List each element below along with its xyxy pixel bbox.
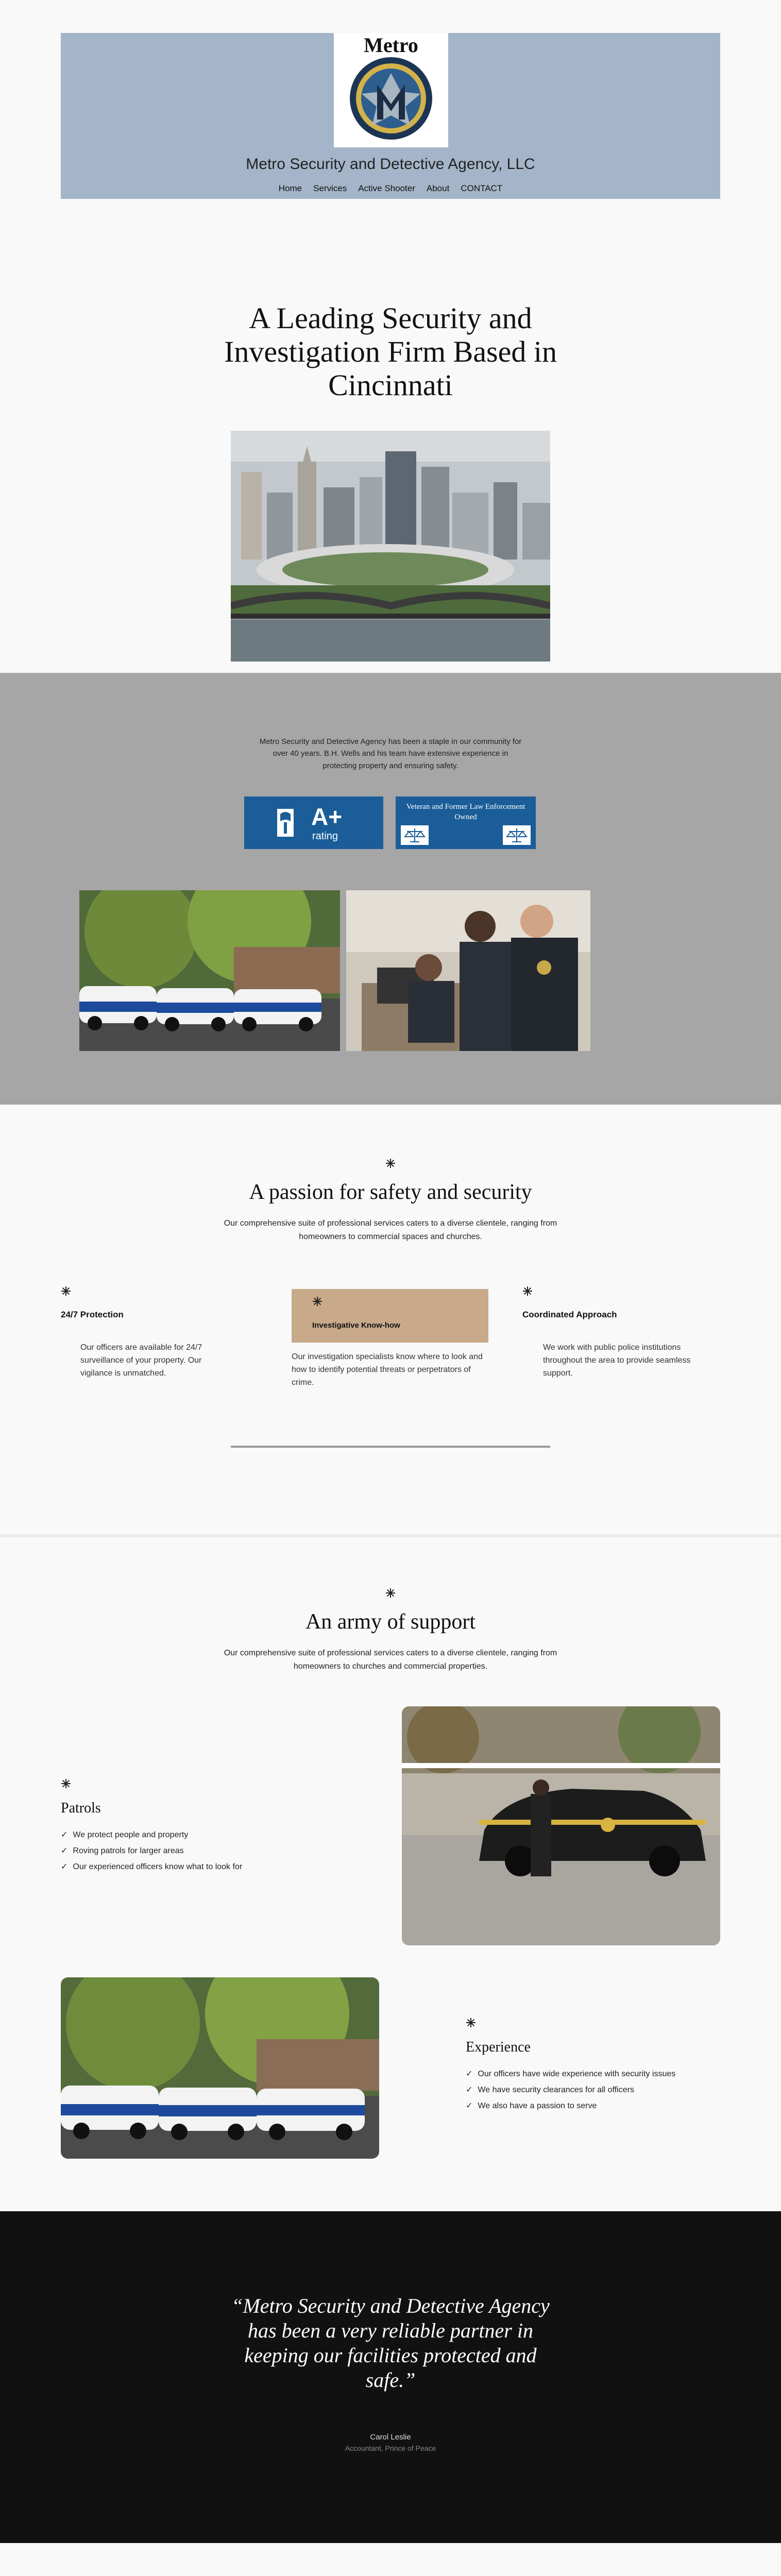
testimonial-quote: “Metro Security and Detective Agency has been a very reliable partner in keeping our facilities protected and safe.” <box>231 2294 550 2392</box>
experience-title: Experience <box>466 2039 531 2055</box>
nav-contact[interactable]: CONTACT <box>461 183 503 193</box>
veteran-badge-text: Veteran and Former Law Enforcement Owned <box>406 803 525 822</box>
patrol-cars-photo <box>79 890 340 1051</box>
testimonial-author: Carol Leslie <box>370 2433 411 2442</box>
asterisk-icon <box>61 1778 71 1789</box>
hero-title: A Leading Security and Investigation Firm Based in Cincinnati <box>224 301 557 402</box>
list-item: ✓ We also have a passion to serve <box>466 2098 723 2114</box>
passion-description: Our comprehensive suite of professional services caters to a diverse clientele, ranging from homeowners to commercial spaces and churches. <box>224 1219 557 1241</box>
patrols-list <box>61 1827 349 1875</box>
feature-text-coordinated: We work with public police institutions throughout the area to provide seamless support. <box>543 1343 691 1378</box>
feature-text-protection: Our officers are available for 24/7 surveillance of your property. Our vigilance is unmatched. <box>80 1343 202 1378</box>
asterisk-icon <box>466 2018 476 2028</box>
patrols-title: Patrols <box>61 1800 101 1816</box>
parked-patrol-cars-image <box>61 1977 379 2159</box>
asterisk-icon <box>522 1286 533 1296</box>
asterisk-icon <box>61 1286 71 1296</box>
asterisk-icon <box>312 1296 322 1307</box>
list-item: ✓ Our officers have wide experience with security issues <box>466 2066 723 2082</box>
experience-list <box>466 2066 723 2114</box>
bbb-grade: A+ <box>311 803 343 830</box>
asterisk-icon <box>385 1158 396 1168</box>
site-logo[interactable] <box>334 33 448 147</box>
cincinnati-skyline-image <box>231 431 550 662</box>
bbb-label: rating <box>312 831 338 842</box>
bbb-rating-badge[interactable] <box>244 796 383 849</box>
bbb-torch-icon <box>270 807 301 839</box>
passion-title: A passion for safety and security <box>249 1180 532 1204</box>
scales-icon <box>401 825 429 845</box>
list-item: ✓ We protect people and property <box>61 1827 349 1843</box>
veteran-owned-badge[interactable] <box>396 796 536 849</box>
site-title[interactable]: Metro Security and Detective Agency, LLC <box>246 156 535 173</box>
officers-photo <box>346 890 590 1051</box>
patrol-vehicle-image <box>402 1706 720 1945</box>
main-nav <box>61 183 720 194</box>
nav-about[interactable]: About <box>426 183 450 193</box>
logo-wordmark: Metro <box>364 33 418 57</box>
feature-title-investigative: Investigative Know-how <box>312 1321 400 1330</box>
list-item: ✓ Roving patrols for larger areas <box>61 1843 349 1859</box>
nav-active-shooter[interactable]: Active Shooter <box>358 183 415 193</box>
list-item: ✓ We have security clearances for all officers <box>466 2082 723 2098</box>
nav-services[interactable]: Services <box>313 183 347 193</box>
feature-text-investigative: Our investigation specialists know where to look and how to identify potential threats or perpetrators of crime. <box>292 1352 483 1387</box>
patrol-vehicle-photo <box>402 1706 720 1945</box>
parked-cars-photo <box>61 1977 379 2159</box>
scales-icon <box>503 825 531 845</box>
nav-home[interactable]: Home <box>278 183 302 193</box>
feature-title-protection: 24/7 Protection <box>61 1310 124 1319</box>
army-title: An army of support <box>305 1610 476 1634</box>
section-divider <box>231 1446 550 1448</box>
metro-seal-icon <box>347 55 435 142</box>
list-item: ✓ Our experienced officers know what to look for <box>61 1859 349 1875</box>
feature-title-coordinated: Coordinated Approach <box>522 1310 617 1319</box>
section-separator <box>0 1534 781 1537</box>
asterisk-icon <box>385 1588 396 1598</box>
army-description: Our comprehensive suite of professional services caters to a diverse clientele, ranging from homeowners to churches and commercial properties. <box>224 1649 557 1671</box>
intro-text: Metro Security and Detective Agency has been a staple in our community for over 40 years. B.H. Wells and his team have extensive experience in protecting property and ensuring safety. <box>259 737 522 770</box>
testimonial-role: Accountant, Prince of Peace <box>345 2444 436 2452</box>
